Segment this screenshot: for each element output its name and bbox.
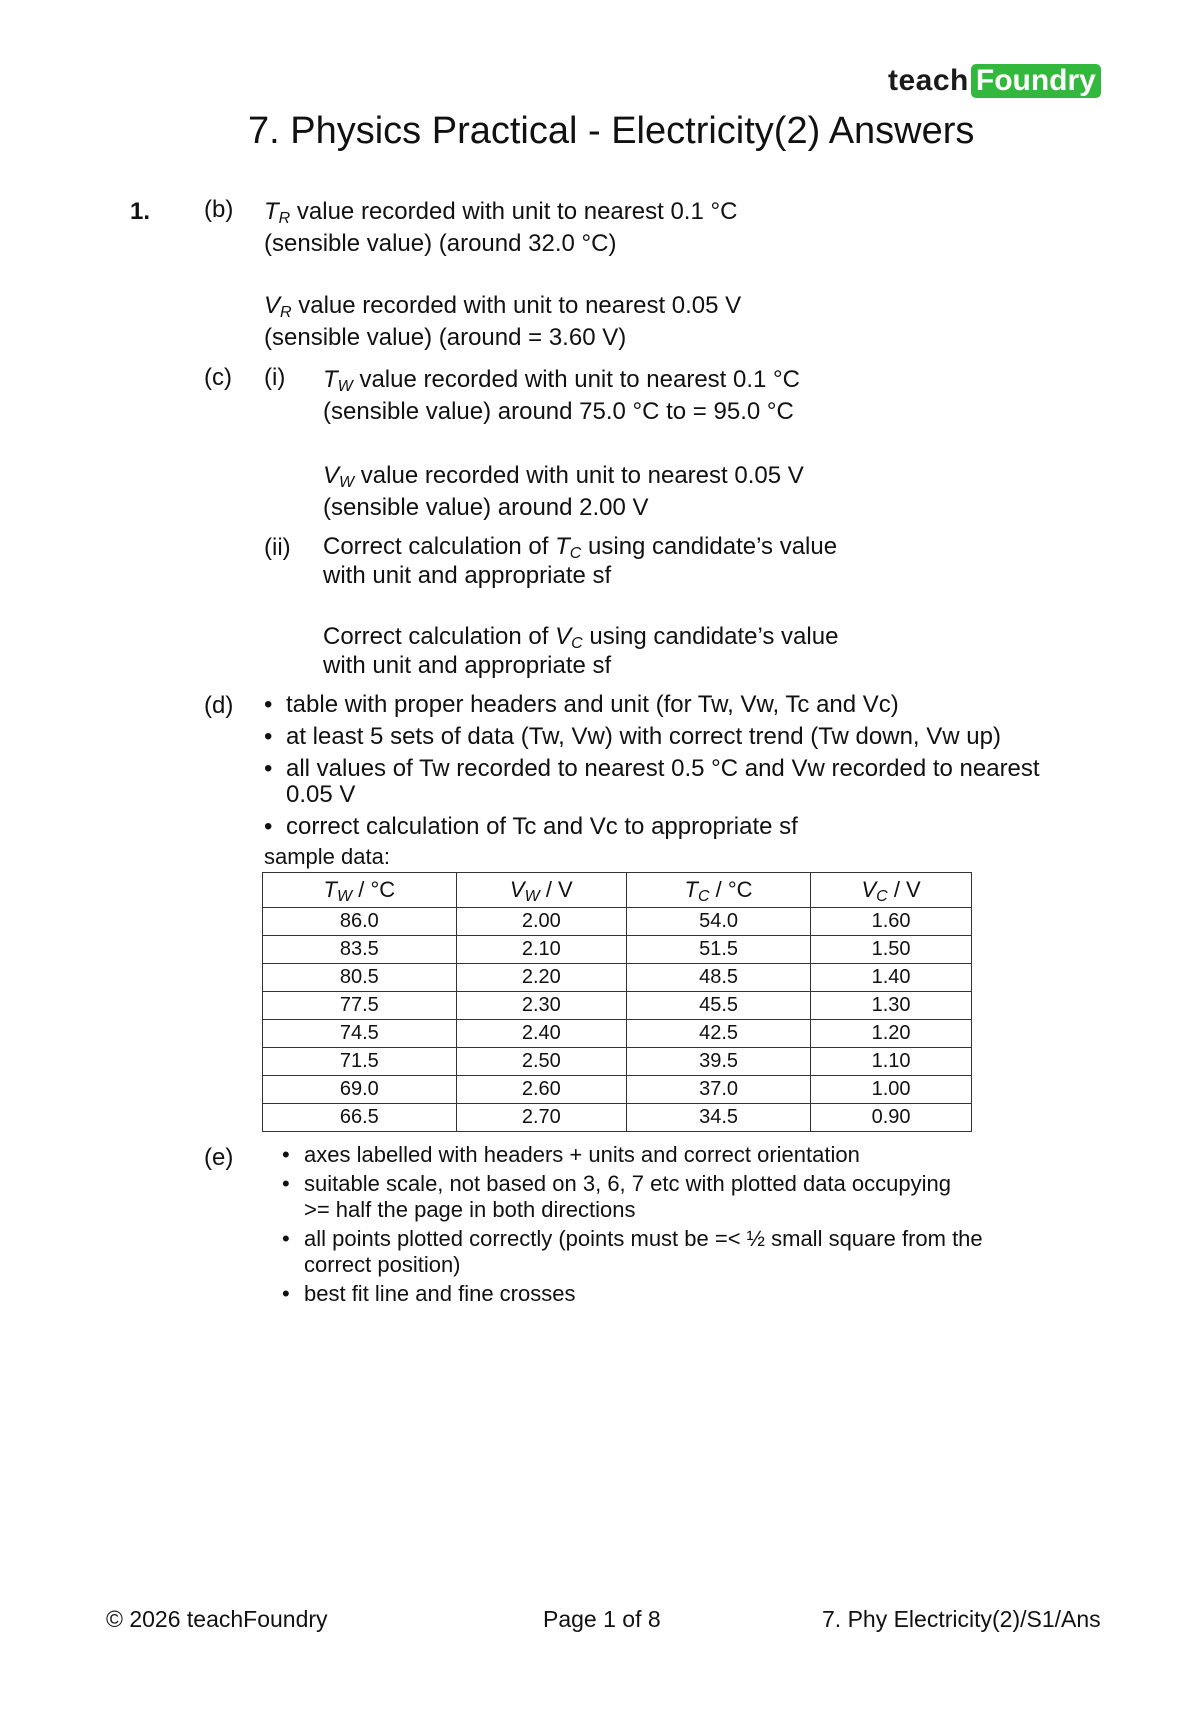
table-cell: 45.5 <box>626 992 810 1020</box>
part-c-i-answer-1 <box>323 364 800 428</box>
subscript-w: W <box>337 378 353 395</box>
answer-text: value recorded with unit to nearest 0.1 °C <box>290 198 738 225</box>
table-cell: 48.5 <box>626 964 810 992</box>
table-cell: 2.30 <box>456 992 626 1020</box>
question-number: 1. <box>130 198 151 225</box>
answer-text: using candidate’s value <box>582 623 839 650</box>
part-c-i-answer-2 <box>323 460 804 524</box>
answer-text: (sensible value) around 75.0 °C to = 95.0 °C <box>323 398 794 425</box>
table-cell: 69.0 <box>263 1076 457 1104</box>
subscript-c: C <box>571 635 583 652</box>
table-cell: 1.60 <box>811 908 972 936</box>
table-cell: 83.5 <box>263 936 457 964</box>
answer-text: Correct calculation of <box>323 533 556 560</box>
list-item: • at least 5 sets of data (Tw, Vw) with correct trend (Tw down, Vw up) <box>264 722 1040 752</box>
part-c-ii-answer-2 <box>323 622 838 680</box>
part-b-answer-2 <box>264 290 741 354</box>
list-item <box>282 1171 983 1223</box>
answer-text: value recorded with unit to nearest 0.05 V <box>291 292 742 319</box>
part-e-criteria-list <box>282 1142 983 1310</box>
teachfoundry-logo <box>888 64 1101 98</box>
footer-copyright: © 2026 teachFoundry <box>106 1606 328 1632</box>
list-item-text: correct position) <box>304 1252 461 1277</box>
table-cell: 2.50 <box>456 1048 626 1076</box>
part-b-label: (b) <box>204 196 234 223</box>
table-cell: 2.60 <box>456 1076 626 1104</box>
table-row <box>263 1076 972 1104</box>
list-item-text: 0.05 V <box>286 781 356 808</box>
table-cell: 80.5 <box>263 964 457 992</box>
subscript-r: R <box>278 210 291 227</box>
logo-teach-text: teach <box>888 64 969 97</box>
column-header-tc: $T_C / ^\circ C$ <box>626 873 810 908</box>
page-title: 7. Physics Practical - Electricity(2) Answers <box>248 110 975 152</box>
table-cell: 1.50 <box>811 936 972 964</box>
table-row <box>263 1020 972 1048</box>
answer-text: with unit and appropriate sf <box>323 562 612 589</box>
table-cell: 34.5 <box>626 1104 810 1132</box>
table-cell: 77.5 <box>263 992 457 1020</box>
table-row <box>263 936 972 964</box>
part-c-ii-label: (ii) <box>264 534 291 561</box>
logo-foundry-badge: Foundry <box>971 64 1101 98</box>
list-item-text: >= half the page in both directions <box>304 1197 636 1222</box>
column-header-vc: $V_C$ / V <box>811 873 972 908</box>
symbol-t: T <box>555 533 570 560</box>
part-c-ii-answer-1 <box>323 532 837 590</box>
table-cell: 0.90 <box>811 1104 972 1132</box>
table-row <box>263 908 972 936</box>
table-cell: 39.5 <box>626 1048 810 1076</box>
table-cell: 66.5 <box>263 1104 457 1132</box>
column-header-tw: $T_W / ^\circ C$ <box>263 873 457 908</box>
symbol-t: T <box>323 366 338 393</box>
table-cell: 1.10 <box>811 1048 972 1076</box>
table-cell: 1.30 <box>811 992 972 1020</box>
table-cell: 37.0 <box>626 1076 810 1104</box>
sample-data-table <box>262 872 972 1132</box>
table-cell: 42.5 <box>626 1020 810 1048</box>
table-header-row <box>263 873 972 908</box>
table-cell: 86.0 <box>263 908 457 936</box>
table-cell: 2.10 <box>456 936 626 964</box>
table-cell: 74.5 <box>263 1020 457 1048</box>
part-c-label: (c) <box>204 364 232 391</box>
table-row <box>263 992 972 1020</box>
list-item: • correct calculation of Tc and Vc to appropriate sf <box>264 812 1040 842</box>
answer-text: value recorded with unit to nearest 0.05 V <box>354 462 804 489</box>
list-item-text: • all values of Tw recorded to nearest 0.5 °C and Vw recorded to nearest <box>286 755 1040 782</box>
table-cell: 2.70 <box>456 1104 626 1132</box>
table-cell: 54.0 <box>626 908 810 936</box>
subscript-w: W <box>339 474 355 491</box>
answer-text: using candidate’s value <box>581 533 838 560</box>
list-item-text: • all points plotted correctly (points must be =< ½ small square from the <box>304 1226 983 1251</box>
list-item: • table with proper headers and unit (for Tw, Vw, Tc and Vc) <box>264 690 1040 720</box>
table-cell: 1.20 <box>811 1020 972 1048</box>
list-item: • best fit line and fine crosses <box>282 1281 983 1307</box>
subscript-c: C <box>569 545 582 562</box>
symbol-v: V <box>323 462 340 489</box>
symbol-v: V <box>555 623 572 650</box>
table-cell: 2.40 <box>456 1020 626 1048</box>
table-row <box>263 1048 972 1076</box>
table-cell: 1.40 <box>811 964 972 992</box>
answer-text: Correct calculation of <box>323 623 556 650</box>
answer-text: (sensible value) around 2.00 V <box>323 494 649 521</box>
table-cell: 2.00 <box>456 908 626 936</box>
footer-page-number: Page 1 of 8 <box>543 1606 661 1632</box>
list-item <box>264 756 1040 808</box>
table-cell: 1.00 <box>811 1076 972 1104</box>
table-cell: 71.5 <box>263 1048 457 1076</box>
part-e-label: (e) <box>204 1144 234 1171</box>
answer-text: value recorded with unit to nearest 0.1 °C <box>352 366 800 393</box>
sample-data-label: sample data: <box>264 844 390 869</box>
list-item: • axes labelled with headers + units and correct orientation <box>282 1142 983 1168</box>
answer-text: (sensible value) (around 32.0 °C) <box>264 230 617 257</box>
part-b-answer-1 <box>264 196 737 260</box>
table-cell: 2.20 <box>456 964 626 992</box>
list-item <box>282 1226 983 1278</box>
footer-document-code: 7. Phy Electricity(2)/S1/Ans <box>822 1606 1101 1632</box>
symbol-v: V <box>264 292 281 319</box>
symbol-t: T <box>264 198 279 225</box>
table-row <box>263 964 972 992</box>
table-cell: 51.5 <box>626 936 810 964</box>
subscript-r: R <box>280 304 292 321</box>
table-row <box>263 1104 972 1132</box>
part-c-i-label: (i) <box>264 364 286 391</box>
part-d-criteria-list <box>264 690 1040 842</box>
list-item-text: • suitable scale, not based on 3, 6, 7 etc with plotted data occupying <box>304 1171 951 1196</box>
answer-text: (sensible value) (around = 3.60 V) <box>264 324 627 351</box>
column-header-vw: $V_W$ / V <box>456 873 626 908</box>
answer-text: with unit and appropriate sf <box>323 652 612 679</box>
part-d-label: (d) <box>204 692 234 719</box>
